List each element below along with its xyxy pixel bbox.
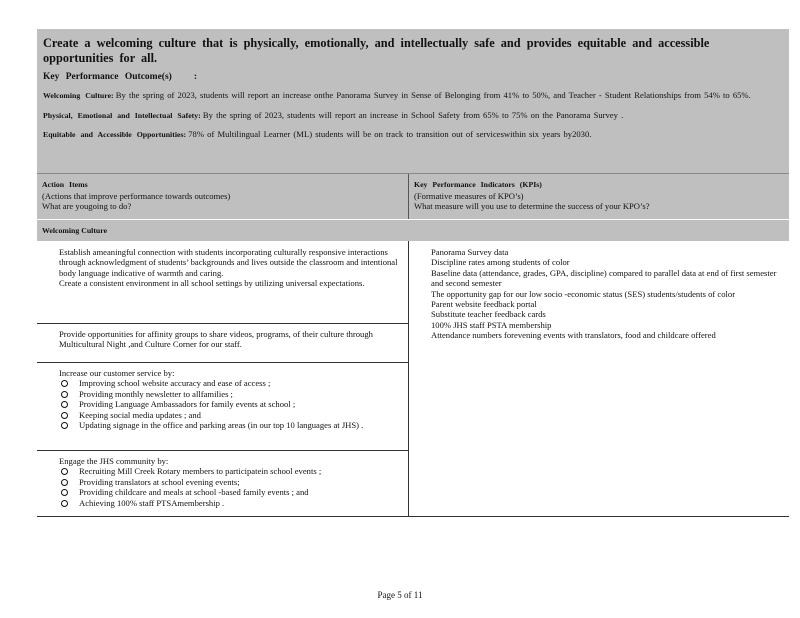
action-block — [37, 450, 408, 516]
bullet-icon — [413, 299, 419, 309]
circle-bullet-icon — [61, 468, 68, 475]
kpi-item: 100% JHS staff PSTA membership — [413, 320, 785, 330]
kpi-item: Parent website feedback portal — [413, 299, 785, 309]
action-items-question: What are yougoing to do? — [42, 201, 132, 211]
bullet-icon — [413, 257, 419, 267]
kpi-item: Discipline rates among students of color — [413, 257, 785, 267]
kpi-question: What measure will you use to determine the success of your KPO’s? — [414, 201, 650, 211]
action-block — [37, 241, 408, 323]
circle-bullet-icon — [61, 380, 68, 387]
bullet-icon — [413, 289, 419, 299]
bullet-icon — [41, 247, 47, 257]
bullet-icon — [41, 329, 47, 339]
outcome-text: By the spring of 2023, students will report an increase in School Safety from 65% to 75% on the Panorama Survey . — [202, 109, 624, 120]
circle-bullet-icon — [61, 412, 68, 419]
sub-item: Updating signage in the office and parking areas (in our top 10 languages at JHS) . — [59, 420, 403, 430]
kpi-header — [409, 174, 789, 219]
action-items-header — [37, 174, 409, 219]
action-item: Establish ameaningful connection with students incorporating culturally responsive interactions through acknowledgment of students’ backgrounds and lives outside the classroom and intentional body language indicative of warmth and caring. — [41, 247, 403, 278]
sub-item: Providing monthly newsletter to allfamilies ; — [59, 389, 403, 399]
page-number: Page 5 of 11 — [377, 590, 423, 600]
action-item: Increase our customer service by: Improving school website accuracy and ease of access ; Providing monthly newsletter to allfamilies ; Providing Language Ambassadors for family events at school ; Keeping social media updates ; and Updating signage in the office and parking areas (in our top 10 languages at JHS) . — [41, 368, 403, 430]
bullet-icon — [41, 368, 47, 378]
outcome-welcoming — [43, 90, 782, 102]
sub-item: Providing childcare and meals at school -based family events ; and — [59, 487, 403, 497]
sub-item: Providing Language Ambassadors for family events at school ; — [59, 399, 403, 409]
kpi-item: Substitute teacher feedback cards — [413, 309, 785, 319]
circle-bullet-icon — [61, 422, 68, 429]
bullet-icon — [413, 330, 419, 340]
kpi-item: The opportunity gap for our low socio -economic status (SES) students/students of color — [413, 289, 785, 299]
action-item: Provide opportunities for affinity groups to share videos, programs, of their culture through Multicultural Night ,and Culture Corner for our staff. — [41, 329, 403, 350]
circle-bullet-icon — [61, 489, 68, 496]
kpi-item: Baseline data (attendance, grades, GPA, discipline) compared to parallel data at end of first semester and second semester — [413, 268, 785, 289]
bullet-icon — [413, 247, 419, 257]
kpi-item: Attendance numbers forevening events with translators, food and childcare offered — [413, 330, 785, 340]
kpi-column — [409, 241, 789, 516]
sub-item: Improving school website accuracy and ease of access ; — [59, 378, 403, 388]
action-items-column — [37, 241, 409, 516]
action-items-subtitle: (Actions that improve performance towards outcomes) — [42, 190, 231, 201]
outcome-equitable — [43, 129, 782, 141]
kpo-title: Key Performance Outcome(s) : — [43, 72, 197, 82]
outcome-label: Physical, Emotional and Intellectual Safety: — [43, 110, 201, 120]
action-item: Engage the JHS community by: Recruiting Mill Creek Rotary members to participatein school events ; Providing translators at school evening events; Providing childcare and meals at school -based family events ; and Achieving 100% staff PTSAmembership . — [41, 456, 403, 508]
kpo-title-text: Key Performance Outcome(s) — [43, 72, 172, 82]
column-headers — [37, 173, 789, 219]
bullet-icon — [413, 268, 419, 278]
outcome-label: Welcoming Culture: — [43, 91, 114, 100]
goal-statement: Create a welcoming culture that is physically, emotionally, and intellectually safe and provides equitable and accessible opportunities for all. — [43, 36, 710, 65]
action-item: Create a consistent environment in all school settings by utilizing universal expectations. — [41, 278, 403, 288]
sub-item: Keeping social media updates ; and — [59, 410, 403, 420]
bullet-icon — [413, 320, 419, 330]
sub-item: Providing translators at school evening events; — [59, 477, 403, 487]
sub-item: Achieving 100% staff PTSAmembership . — [59, 498, 403, 508]
goal-header — [37, 29, 789, 173]
circle-bullet-icon — [61, 500, 68, 507]
plan-table — [37, 241, 789, 517]
circle-bullet-icon — [61, 401, 68, 408]
action-items-title: Action Items — [42, 180, 88, 189]
sub-item: Recruiting Mill Creek Rotary members to participatein school events ; — [59, 466, 403, 476]
kpi-item: Panorama Survey data — [413, 247, 785, 257]
circle-bullet-icon — [61, 479, 68, 486]
kpi-title: Key Performance Indicators (KPIs) — [414, 180, 542, 189]
action-block — [37, 362, 408, 450]
outcome-text: 78% of Multilingual Learner (ML) students will be on track to transition out of serviceswithin six years by2030. — [188, 129, 592, 139]
circle-bullet-icon — [61, 391, 68, 398]
kpi-subtitle: (Formative measures of KPO’s) — [414, 190, 524, 201]
outcome-label: Equitable and Accessible Opportunities: — [43, 130, 187, 139]
bullet-icon — [413, 309, 419, 319]
outcome-text: By the spring of 2023, students will report an increase onthe Panorama Survey in Sense of Belonging from 41% to 50%, and Teacher - Student Relationships from 54% to 65%. — [115, 90, 751, 100]
action-block — [37, 323, 408, 362]
plan-page — [37, 29, 789, 517]
section-title: Welcoming Culture — [37, 219, 789, 241]
bullet-icon — [41, 456, 47, 466]
outcome-safety — [43, 110, 782, 122]
bullet-icon — [41, 278, 47, 288]
